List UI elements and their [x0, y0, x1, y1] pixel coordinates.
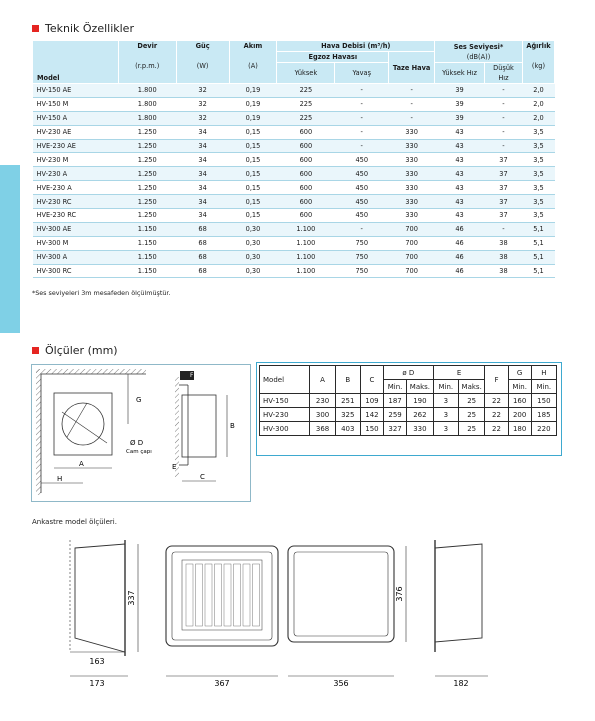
dim-col-g: G	[508, 366, 531, 380]
dim-cell: 190	[407, 394, 434, 408]
spec-cell: HV-230 RC	[33, 195, 119, 209]
spec-cell: 1.800	[118, 84, 176, 98]
grille-slot	[224, 564, 231, 626]
spec-cell: 1.150	[118, 250, 176, 264]
spec-cell: 2,0	[522, 111, 554, 125]
red-square-icon	[32, 347, 39, 354]
label-c: C	[200, 473, 205, 481]
dim-376: 376	[395, 586, 404, 602]
spec-cell: 0,30	[229, 222, 277, 236]
label-d: Ø D	[130, 439, 144, 447]
spec-cell: 700	[389, 264, 435, 278]
spec-cell: 5,1	[522, 250, 554, 264]
spec-row	[33, 125, 555, 139]
spec-cell: 34	[176, 209, 229, 223]
dim-cell: 259	[384, 408, 407, 422]
spec-cell: 3,5	[522, 195, 554, 209]
spec-cell: HVE-230 A	[33, 181, 119, 195]
spec-cell: 3,5	[522, 167, 554, 181]
spec-cell: 0,19	[229, 111, 277, 125]
spec-cell: 1.150	[118, 264, 176, 278]
spec-cell: 600	[277, 181, 335, 195]
dim-337: 337	[127, 590, 136, 606]
col-model: Model	[33, 41, 119, 84]
dim-cell: 160	[508, 394, 531, 408]
spec-cell: HV-300 RC	[33, 264, 119, 278]
spec-cell: 600	[277, 139, 335, 153]
dimension-drawing	[32, 365, 250, 501]
spec-cell: 43	[435, 181, 485, 195]
label-cam: Cam çapı	[126, 449, 152, 455]
spec-cell: 0,19	[229, 84, 277, 98]
spec-row	[33, 236, 555, 250]
spec-cell: 750	[335, 264, 389, 278]
spec-cell: 3,5	[522, 209, 554, 223]
dim-cell: 3	[433, 422, 458, 436]
spec-row	[33, 250, 555, 264]
spec-cell: -	[485, 139, 523, 153]
spec-cell: 37	[485, 209, 523, 223]
builtin-model-drawing	[30, 534, 560, 694]
spec-cell: -	[485, 84, 523, 98]
dim-356: 356	[333, 679, 349, 688]
spec-cell: 38	[485, 236, 523, 250]
col-agirlik: Ağırlık (kg)	[522, 41, 554, 84]
spec-cell: 46	[435, 250, 485, 264]
dimension-diagram	[31, 364, 251, 502]
spec-cell: 3,5	[522, 181, 554, 195]
spec-cell: 700	[389, 222, 435, 236]
spec-row	[33, 139, 555, 153]
spec-cell: -	[485, 97, 523, 111]
spec-cell: HV-300 M	[33, 236, 119, 250]
spec-cell: 46	[435, 264, 485, 278]
grille-slot	[205, 564, 212, 626]
spec-cell: 37	[485, 181, 523, 195]
spec-cell: -	[335, 125, 389, 139]
spec-row	[33, 97, 555, 111]
spec-cell: 330	[389, 153, 435, 167]
spec-cell: 0,15	[229, 209, 277, 223]
dim-cell: 150	[360, 422, 383, 436]
spec-cell: 1.100	[277, 264, 335, 278]
spec-cell: 1.100	[277, 236, 335, 250]
spec-cell: 1.250	[118, 153, 176, 167]
spec-cell: 0,15	[229, 125, 277, 139]
col-dusuk-hiz: Düşük Hız	[485, 63, 523, 84]
dim-sub: Min.	[508, 380, 531, 394]
dim-cell: 22	[485, 422, 508, 436]
spec-cell: 0,15	[229, 181, 277, 195]
spec-cell: 38	[485, 250, 523, 264]
dim-cell: 230	[310, 394, 335, 408]
label-e: E	[172, 463, 177, 471]
col-devir: Devir (r.p.m.)	[118, 41, 176, 84]
col-guc: Güç (W)	[176, 41, 229, 84]
dim-cell: 330	[407, 422, 434, 436]
spec-cell: 1.150	[118, 236, 176, 250]
dim-col-a: A	[310, 366, 335, 394]
spec-cell: HV-300 AE	[33, 222, 119, 236]
spec-cell: 0,15	[229, 195, 277, 209]
spec-cell: 600	[277, 153, 335, 167]
specs-title-text: Teknik Özellikler	[45, 22, 134, 35]
dim-163: 163	[89, 657, 105, 666]
spec-cell: 1.250	[118, 125, 176, 139]
grille-slot	[243, 564, 250, 626]
spec-cell: 43	[435, 195, 485, 209]
spec-cell: 0,30	[229, 264, 277, 278]
spec-cell: 0,15	[229, 167, 277, 181]
spec-cell: 330	[389, 181, 435, 195]
label-b: B	[230, 422, 235, 430]
dim-cell: 142	[360, 408, 383, 422]
spec-cell: 0,19	[229, 97, 277, 111]
spec-cell: 34	[176, 167, 229, 181]
dim-cell: 325	[335, 408, 360, 422]
spec-cell: 2,0	[522, 97, 554, 111]
spec-cell: 68	[176, 250, 229, 264]
spec-cell: HV-150 AE	[33, 84, 119, 98]
grille-slot	[253, 564, 260, 626]
spec-cell: 34	[176, 153, 229, 167]
spec-cell: 3,5	[522, 125, 554, 139]
spec-cell: 1.800	[118, 111, 176, 125]
col-yuksek-hiz: Yüksek Hız	[435, 63, 485, 84]
spec-row	[33, 222, 555, 236]
dim-sub: Maks.	[458, 380, 485, 394]
col-yavas: Yavaş	[335, 63, 389, 84]
spec-cell: 43	[435, 153, 485, 167]
spec-cell: 68	[176, 264, 229, 278]
spec-cell: 32	[176, 84, 229, 98]
spec-cell: HVE-230 RC	[33, 209, 119, 223]
spec-row	[33, 111, 555, 125]
spec-cell: -	[485, 111, 523, 125]
dim-col-f: F	[485, 366, 508, 394]
dim-col-h: H	[531, 366, 556, 380]
spec-cell: 34	[176, 125, 229, 139]
spec-cell: -	[335, 97, 389, 111]
dim-row	[260, 422, 557, 436]
dim-cell: 185	[531, 408, 556, 422]
dim-cell: 109	[360, 394, 383, 408]
spec-cell: 68	[176, 236, 229, 250]
spec-cell: 5,1	[522, 236, 554, 250]
dim-cell: 3	[433, 408, 458, 422]
spec-row	[33, 167, 555, 181]
spec-row	[33, 84, 555, 98]
spec-cell: 34	[176, 195, 229, 209]
spec-cell: 450	[335, 181, 389, 195]
spec-cell: 330	[389, 195, 435, 209]
builtin-caption: Ankastre model ölçüleri.	[32, 518, 117, 526]
dim-sub: Min.	[384, 380, 407, 394]
spec-cell: 68	[176, 222, 229, 236]
dim-sub: Maks.	[407, 380, 434, 394]
dim-cell: 327	[384, 422, 407, 436]
spec-cell: HV-230 M	[33, 153, 119, 167]
dim-cell: 251	[335, 394, 360, 408]
spec-cell: 3,5	[522, 139, 554, 153]
dim-182: 182	[453, 679, 469, 688]
spec-cell: 43	[435, 139, 485, 153]
dim-cell: 25	[458, 394, 485, 408]
spec-cell: 750	[335, 250, 389, 264]
dim-cell: HV-150	[260, 394, 310, 408]
spec-cell: HV-150 A	[33, 111, 119, 125]
dim-367: 367	[214, 679, 230, 688]
dim-173: 173	[89, 679, 105, 688]
spec-cell: 330	[389, 167, 435, 181]
dim-cell: 25	[458, 422, 485, 436]
spec-note: *Ses seviyeleri 3m mesafeden ölçülmüştür.	[32, 289, 171, 297]
spec-cell: 1.150	[118, 222, 176, 236]
dim-cell: 200	[508, 408, 531, 422]
spec-cell: 0,15	[229, 153, 277, 167]
red-square-icon	[32, 25, 39, 32]
spec-cell: 330	[389, 125, 435, 139]
spec-cell: -	[335, 84, 389, 98]
spec-cell: 450	[335, 153, 389, 167]
spec-cell: 330	[389, 139, 435, 153]
spec-row	[33, 209, 555, 223]
dim-cell: 22	[485, 408, 508, 422]
dim-cell: 403	[335, 422, 360, 436]
spec-cell: 600	[277, 195, 335, 209]
spec-cell: -	[389, 111, 435, 125]
col-akim: Akım (A)	[229, 41, 277, 84]
specs-section-title	[32, 22, 134, 35]
spec-cell: -	[335, 222, 389, 236]
dim-col-b: B	[335, 366, 360, 394]
spec-cell: 450	[335, 167, 389, 181]
spec-cell: 37	[485, 167, 523, 181]
dim-cell: 368	[310, 422, 335, 436]
spec-cell: HV-230 A	[33, 167, 119, 181]
spec-cell: 46	[435, 236, 485, 250]
spec-cell: 37	[485, 195, 523, 209]
col-egzoz: Egzoz Havası	[277, 52, 389, 63]
spec-cell: HVE-230 AE	[33, 139, 119, 153]
spec-cell: 700	[389, 236, 435, 250]
spec-cell: 750	[335, 236, 389, 250]
dim-cell: 25	[458, 408, 485, 422]
dim-cell: 3	[433, 394, 458, 408]
spec-cell: HV-230 AE	[33, 125, 119, 139]
grille-slot	[215, 564, 222, 626]
label-g: G	[136, 396, 142, 404]
spec-cell: 1.250	[118, 209, 176, 223]
dim-row	[260, 408, 557, 422]
spec-cell: 600	[277, 209, 335, 223]
spec-cell: 0,30	[229, 250, 277, 264]
spec-cell: 5,1	[522, 222, 554, 236]
dims-title-text: Ölçüler (mm)	[45, 344, 118, 357]
spec-cell: 0,30	[229, 236, 277, 250]
spec-cell: 600	[277, 125, 335, 139]
dim-cell: 187	[384, 394, 407, 408]
spec-cell: 450	[335, 195, 389, 209]
spec-cell: 5,1	[522, 264, 554, 278]
spec-cell: 700	[389, 250, 435, 264]
spec-cell: 600	[277, 167, 335, 181]
dim-row	[260, 394, 557, 408]
dim-cell: 22	[485, 394, 508, 408]
dim-col-e: E	[433, 366, 485, 380]
dim-cell: 300	[310, 408, 335, 422]
spec-cell: 32	[176, 111, 229, 125]
spec-cell: 34	[176, 139, 229, 153]
spec-table	[32, 40, 555, 278]
spec-cell: 330	[389, 209, 435, 223]
spec-cell: -	[485, 222, 523, 236]
spec-cell: -	[389, 84, 435, 98]
spec-cell: 43	[435, 209, 485, 223]
spec-cell: HV-150 M	[33, 97, 119, 111]
spec-cell: 39	[435, 84, 485, 98]
spec-cell: 37	[485, 153, 523, 167]
dim-cell: 262	[407, 408, 434, 422]
col-taze: Taze Hava	[389, 52, 435, 84]
spec-row	[33, 264, 555, 278]
dim-sub: Min.	[531, 380, 556, 394]
spec-cell: 225	[277, 84, 335, 98]
spec-cell: 39	[435, 111, 485, 125]
spec-cell: 1.250	[118, 139, 176, 153]
label-a: A	[79, 460, 84, 468]
spec-cell: -	[389, 97, 435, 111]
spec-row	[33, 195, 555, 209]
spec-cell: 32	[176, 97, 229, 111]
dims-section-title	[32, 344, 118, 357]
spec-row	[33, 181, 555, 195]
spec-cell: HV-300 A	[33, 250, 119, 264]
spec-cell: 43	[435, 125, 485, 139]
spec-cell: 34	[176, 181, 229, 195]
grille-slot	[196, 564, 203, 626]
spec-cell: 1.100	[277, 222, 335, 236]
side-accent-bar	[0, 165, 20, 333]
spec-cell: 38	[485, 264, 523, 278]
spec-cell: 0,15	[229, 139, 277, 153]
dim-cell: 180	[508, 422, 531, 436]
col-yuksek: Yüksek	[277, 63, 335, 84]
dim-col-c: C	[360, 366, 383, 394]
spec-cell: 225	[277, 111, 335, 125]
col-hava-debisi: Hava Debisi (m³/h)	[277, 41, 435, 52]
spec-cell: 39	[435, 97, 485, 111]
spec-cell: 46	[435, 222, 485, 236]
spec-cell: -	[335, 139, 389, 153]
dim-cell: HV-230	[260, 408, 310, 422]
grille-slot	[186, 564, 193, 626]
spec-cell: 2,0	[522, 84, 554, 98]
label-h: H	[57, 475, 63, 483]
spec-cell: 450	[335, 209, 389, 223]
spec-cell: 1.250	[118, 195, 176, 209]
dim-sub: Min.	[433, 380, 458, 394]
label-f: F	[190, 372, 194, 379]
spec-cell: -	[485, 125, 523, 139]
col-ses: Ses Seviyesi* (dB(A))	[435, 41, 523, 63]
dim-cell: HV-300	[260, 422, 310, 436]
spec-cell: 1.800	[118, 97, 176, 111]
spec-cell: -	[335, 111, 389, 125]
dimension-table	[259, 365, 557, 436]
grille-slot	[234, 564, 241, 626]
spec-cell: 3,5	[522, 153, 554, 167]
spec-cell: 43	[435, 167, 485, 181]
spec-cell: 225	[277, 97, 335, 111]
spec-cell: 1.250	[118, 167, 176, 181]
dim-col-model: Model	[260, 366, 310, 394]
dim-cell: 150	[531, 394, 556, 408]
dim-col-d: ø D	[384, 366, 434, 380]
spec-row	[33, 153, 555, 167]
spec-cell: 1.250	[118, 181, 176, 195]
dim-cell: 220	[531, 422, 556, 436]
spec-cell: 1.100	[277, 250, 335, 264]
